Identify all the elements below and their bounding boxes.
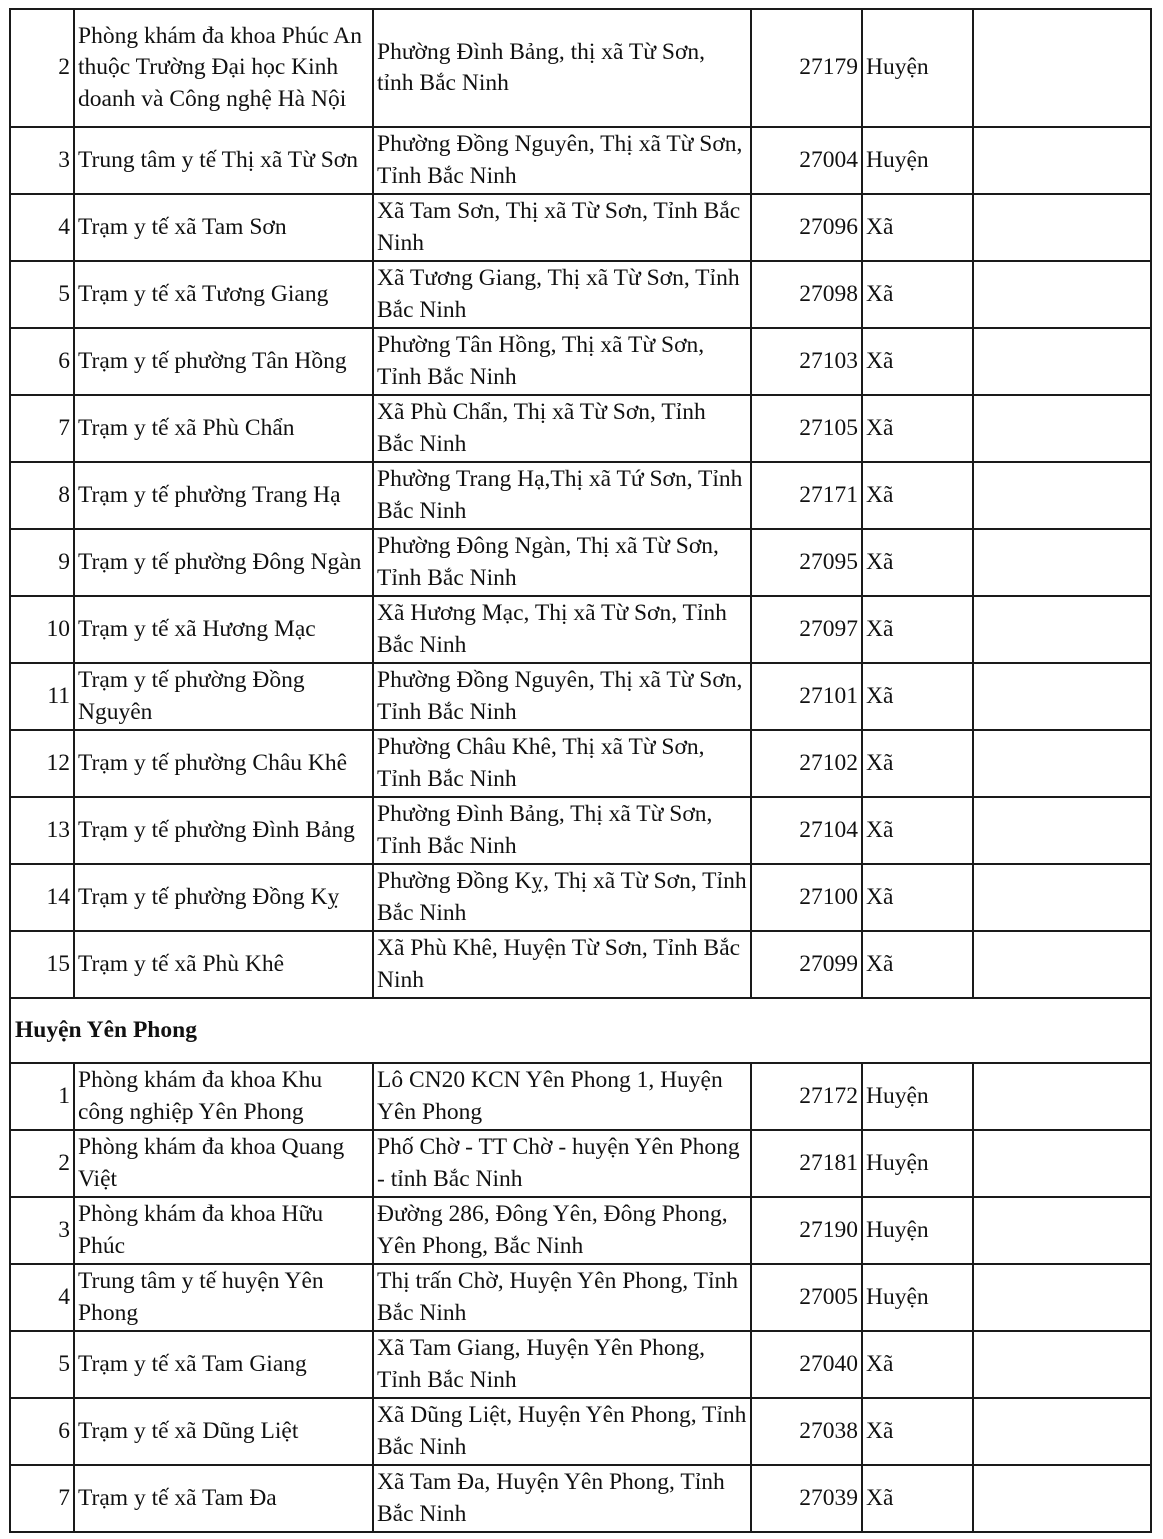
- note-cell: [973, 1331, 1151, 1398]
- level-cell: Xã: [862, 1398, 973, 1465]
- address-cell: Xã Tương Giang, Thị xã Từ Sơn, Tỉnh Bắc Ninh: [373, 261, 751, 328]
- note-cell: [973, 596, 1151, 663]
- facility-name-cell: Trạm y tế phường Châu Khê: [74, 730, 373, 797]
- note-cell: [973, 1063, 1151, 1130]
- address-cell: Phường Châu Khê, Thị xã Từ Sơn, Tỉnh Bắc Ninh: [373, 730, 751, 797]
- row-number-cell: 12: [10, 730, 74, 797]
- row-number-cell: 7: [10, 1465, 74, 1532]
- level-cell: Xã: [862, 261, 973, 328]
- facility-code-cell: 27040: [751, 1331, 862, 1398]
- table-row: [10, 127, 1151, 194]
- address-cell: Xã Hương Mạc, Thị xã Từ Sơn, Tỉnh Bắc Ninh: [373, 596, 751, 663]
- level-cell: Xã: [862, 596, 973, 663]
- row-number-cell: 6: [10, 328, 74, 395]
- address-cell: Đường 286, Đông Yên, Đông Phong, Yên Phong, Bắc Ninh: [373, 1197, 751, 1264]
- row-number-cell: 5: [10, 261, 74, 328]
- address-cell: Xã Tam Giang, Huyện Yên Phong, Tỉnh Bắc Ninh: [373, 1331, 751, 1398]
- row-number-cell: 7: [10, 395, 74, 462]
- note-cell: [973, 1465, 1151, 1532]
- note-cell: [973, 261, 1151, 328]
- address-cell: Phường Đình Bảng, thị xã Từ Sơn, tỉnh Bắc Ninh: [373, 9, 751, 127]
- facility-code-cell: 27004: [751, 127, 862, 194]
- address-cell: Xã Phù Chẩn, Thị xã Từ Sơn, Tỉnh Bắc Ninh: [373, 395, 751, 462]
- note-cell: [973, 9, 1151, 127]
- facility-name-cell: Trạm y tế xã Tam Sơn: [74, 194, 373, 261]
- address-cell: Xã Phù Khê, Huyện Từ Sơn, Tỉnh Bắc Ninh: [373, 931, 751, 998]
- facility-name-cell: Trạm y tế phường Đông Ngàn: [74, 529, 373, 596]
- facility-name-cell: Trạm y tế phường Đồng Nguyên: [74, 663, 373, 730]
- level-cell: Huyện: [862, 127, 973, 194]
- facility-code-cell: 27179: [751, 9, 862, 127]
- facility-name-cell: Trạm y tế xã Phù Khê: [74, 931, 373, 998]
- table-row: [10, 1197, 1151, 1264]
- level-cell: Xã: [862, 1465, 973, 1532]
- table-row: [10, 1264, 1151, 1331]
- address-cell: Phường Đông Ngàn, Thị xã Từ Sơn, Tỉnh Bắc Ninh: [373, 529, 751, 596]
- facility-name-cell: Trạm y tế phường Đồng Kỵ: [74, 864, 373, 931]
- level-cell: Xã: [862, 931, 973, 998]
- facility-name-cell: Trạm y tế phường Đình Bảng: [74, 797, 373, 864]
- note-cell: [973, 127, 1151, 194]
- table-row: [10, 1331, 1151, 1398]
- table-row: [10, 931, 1151, 998]
- address-cell: Phường Tân Hồng, Thị xã Từ Sơn, Tỉnh Bắc Ninh: [373, 328, 751, 395]
- facility-code-cell: 27103: [751, 328, 862, 395]
- row-number-cell: 2: [10, 1130, 74, 1197]
- facility-code-cell: 27171: [751, 462, 862, 529]
- note-cell: [973, 1130, 1151, 1197]
- note-cell: [973, 663, 1151, 730]
- facility-code-cell: 27096: [751, 194, 862, 261]
- row-number-cell: 14: [10, 864, 74, 931]
- table-row: [10, 1063, 1151, 1130]
- table-row: [10, 395, 1151, 462]
- facility-name-cell: Trung tâm y tế Thị xã Từ Sơn: [74, 127, 373, 194]
- level-cell: Huyện: [862, 1264, 973, 1331]
- table-row: [10, 194, 1151, 261]
- note-cell: [973, 462, 1151, 529]
- section-title: Huyện Yên Phong: [10, 998, 1151, 1063]
- note-cell: [973, 395, 1151, 462]
- facility-code-cell: 27181: [751, 1130, 862, 1197]
- row-number-cell: 6: [10, 1398, 74, 1465]
- level-cell: Xã: [862, 730, 973, 797]
- address-cell: Xã Dũng Liệt, Huyện Yên Phong, Tỉnh Bắc Ninh: [373, 1398, 751, 1465]
- row-number-cell: 13: [10, 797, 74, 864]
- facility-name-cell: Phòng khám đa khoa Khu công nghiệp Yên Phong: [74, 1063, 373, 1130]
- table-row: [10, 663, 1151, 730]
- section-header-row: [10, 998, 1151, 1063]
- table-row: [10, 730, 1151, 797]
- facility-code-cell: 27102: [751, 730, 862, 797]
- level-cell: Xã: [862, 797, 973, 864]
- facility-name-cell: Trạm y tế xã Tam Đa: [74, 1465, 373, 1532]
- facility-name-cell: Phòng khám đa khoa Hữu Phúc: [74, 1197, 373, 1264]
- facility-code-cell: 27104: [751, 797, 862, 864]
- row-number-cell: 8: [10, 462, 74, 529]
- facility-name-cell: Trạm y tế xã Hương Mạc: [74, 596, 373, 663]
- facility-code-cell: 27172: [751, 1063, 862, 1130]
- facility-table: [9, 8, 1152, 1533]
- facility-code-cell: 27095: [751, 529, 862, 596]
- note-cell: [973, 1264, 1151, 1331]
- row-number-cell: 9: [10, 529, 74, 596]
- facility-code-cell: 27097: [751, 596, 862, 663]
- table-row: [10, 328, 1151, 395]
- facility-code-cell: 27098: [751, 261, 862, 328]
- level-cell: Xã: [862, 663, 973, 730]
- facility-code-cell: 27038: [751, 1398, 862, 1465]
- table-row: [10, 596, 1151, 663]
- note-cell: [973, 194, 1151, 261]
- facility-code-cell: 27039: [751, 1465, 862, 1532]
- address-cell: Phường Trang Hạ,Thị xã Tứ Sơn, Tỉnh Bắc Ninh: [373, 462, 751, 529]
- note-cell: [973, 931, 1151, 998]
- row-number-cell: 10: [10, 596, 74, 663]
- level-cell: Huyện: [862, 1130, 973, 1197]
- table-row: [10, 1465, 1151, 1532]
- note-cell: [973, 730, 1151, 797]
- table-row: [10, 9, 1151, 127]
- note-cell: [973, 1398, 1151, 1465]
- level-cell: Xã: [862, 529, 973, 596]
- facility-code-cell: 27099: [751, 931, 862, 998]
- facility-code-cell: 27190: [751, 1197, 862, 1264]
- facility-code-cell: 27101: [751, 663, 862, 730]
- table-row: [10, 864, 1151, 931]
- facility-name-cell: Trạm y tế phường Trang Hạ: [74, 462, 373, 529]
- facility-name-cell: Trạm y tế xã Dũng Liệt: [74, 1398, 373, 1465]
- level-cell: Xã: [862, 462, 973, 529]
- note-cell: [973, 864, 1151, 931]
- address-cell: Phường Đồng Kỵ, Thị xã Từ Sơn, Tỉnh Bắc Ninh: [373, 864, 751, 931]
- row-number-cell: 3: [10, 1197, 74, 1264]
- facility-name-cell: Trung tâm y tế huyện Yên Phong: [74, 1264, 373, 1331]
- facility-name-cell: Trạm y tế xã Tam Giang: [74, 1331, 373, 1398]
- facility-code-cell: 27005: [751, 1264, 862, 1331]
- row-number-cell: 4: [10, 1264, 74, 1331]
- note-cell: [973, 529, 1151, 596]
- level-cell: Xã: [862, 194, 973, 261]
- row-number-cell: 4: [10, 194, 74, 261]
- row-number-cell: 1: [10, 1063, 74, 1130]
- row-number-cell: 3: [10, 127, 74, 194]
- address-cell: Phường Đồng Nguyên, Thị xã Từ Sơn, Tỉnh Bắc Ninh: [373, 663, 751, 730]
- address-cell: Thị trấn Chờ, Huyện Yên Phong, Tỉnh Bắc Ninh: [373, 1264, 751, 1331]
- table-row: [10, 261, 1151, 328]
- facility-table-body: [10, 9, 1151, 1532]
- facility-code-cell: 27100: [751, 864, 862, 931]
- note-cell: [973, 328, 1151, 395]
- table-row: [10, 797, 1151, 864]
- row-number-cell: 11: [10, 663, 74, 730]
- note-cell: [973, 1197, 1151, 1264]
- facility-name-cell: Phòng khám đa khoa Phúc An thuộc Trường Đại học Kinh doanh và Công nghệ Hà Nội: [74, 9, 373, 127]
- table-row: [10, 1130, 1151, 1197]
- table-row: [10, 462, 1151, 529]
- level-cell: Huyện: [862, 9, 973, 127]
- facility-code-cell: 27105: [751, 395, 862, 462]
- level-cell: Huyện: [862, 1197, 973, 1264]
- row-number-cell: 2: [10, 9, 74, 127]
- row-number-cell: 5: [10, 1331, 74, 1398]
- level-cell: Xã: [862, 328, 973, 395]
- address-cell: Phường Đình Bảng, Thị xã Từ Sơn, Tỉnh Bắc Ninh: [373, 797, 751, 864]
- address-cell: Lô CN20 KCN Yên Phong 1, Huyện Yên Phong: [373, 1063, 751, 1130]
- address-cell: Phố Chờ - TT Chờ - huyện Yên Phong - tỉnh Bắc Ninh: [373, 1130, 751, 1197]
- note-cell: [973, 797, 1151, 864]
- table-row: [10, 529, 1151, 596]
- facility-name-cell: Trạm y tế phường Tân Hồng: [74, 328, 373, 395]
- facility-name-cell: Phòng khám đa khoa Quang Việt: [74, 1130, 373, 1197]
- facility-name-cell: Trạm y tế xã Phù Chẩn: [74, 395, 373, 462]
- row-number-cell: 15: [10, 931, 74, 998]
- facility-name-cell: Trạm y tế xã Tương Giang: [74, 261, 373, 328]
- table-row: [10, 1398, 1151, 1465]
- level-cell: Xã: [862, 395, 973, 462]
- level-cell: Huyện: [862, 1063, 973, 1130]
- address-cell: Phường Đồng Nguyên, Thị xã Từ Sơn, Tỉnh Bắc Ninh: [373, 127, 751, 194]
- level-cell: Xã: [862, 1331, 973, 1398]
- address-cell: Xã Tam Đa, Huyện Yên Phong, Tỉnh Bắc Ninh: [373, 1465, 751, 1532]
- level-cell: Xã: [862, 864, 973, 931]
- address-cell: Xã Tam Sơn, Thị xã Từ Sơn, Tỉnh Bắc Ninh: [373, 194, 751, 261]
